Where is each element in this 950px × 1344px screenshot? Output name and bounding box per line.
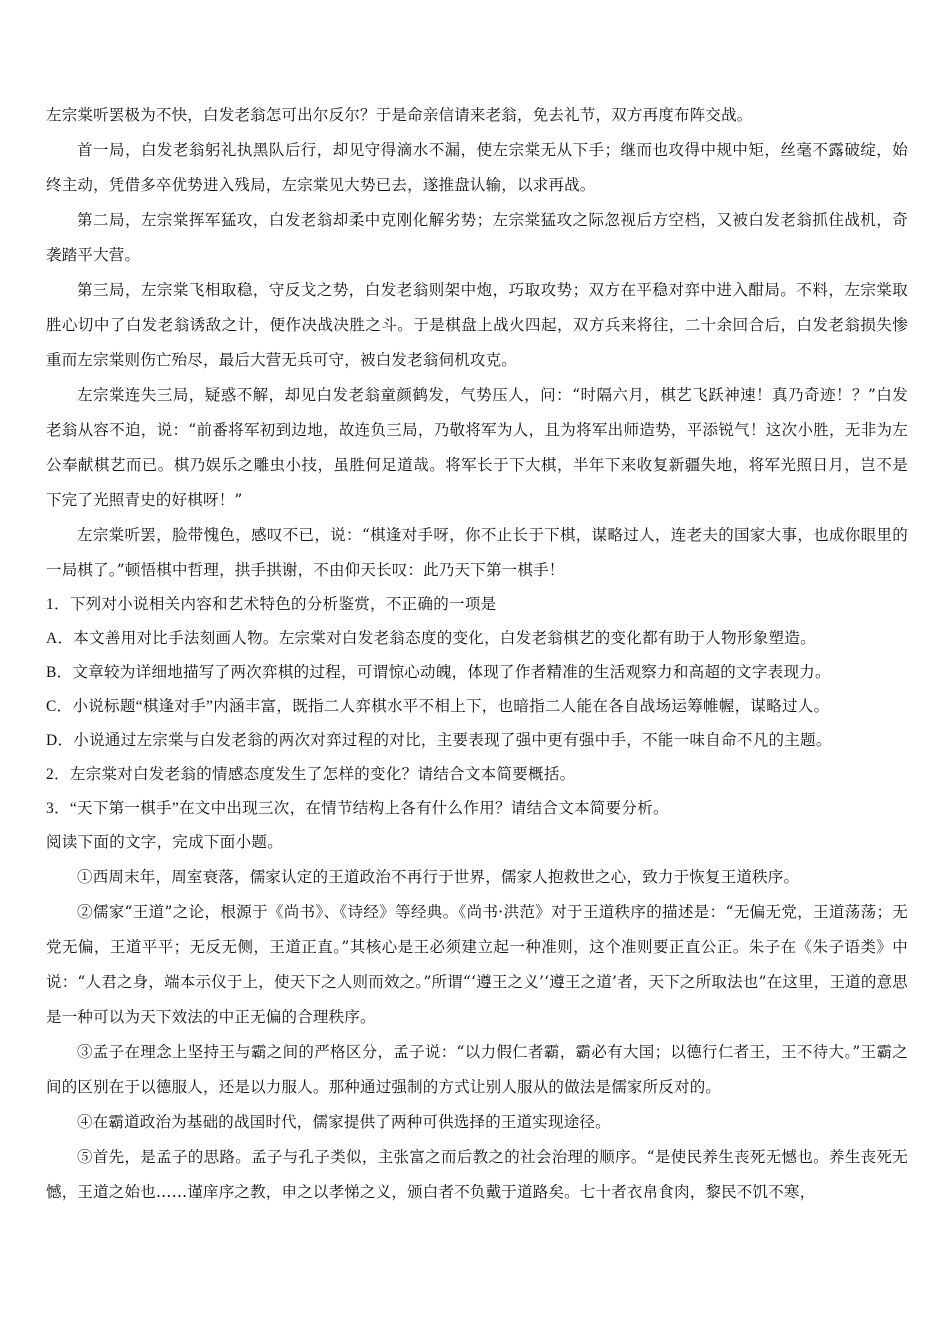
- option-d: D．小说通过左宗棠与白发老翁的两次对弈过程的对比，主要表现了强中更有强中手，不能一味自命不凡的主题。: [46, 732, 832, 749]
- option-a: A．本文善用对比手法刻画人物。左宗棠对白发老翁态度的变化，白发老翁棋艺的变化都有助于人物形象塑造。: [46, 630, 816, 647]
- essay-paragraph: ④在霸道政治为基础的战国时代，儒家提供了两种可供选择的王道实现途径。: [77, 1113, 611, 1131]
- story-paragraph: 左宗棠听罢极为不快，白发老翁怎可出尔反尔？于是命亲信请来老翁，免去礼节，双方再度布阵交战。: [46, 106, 753, 124]
- story-paragraph: 左宗棠听罢，脸带愧色，感叹不已，说：“棋逢对手呀，你不止长于下棋，谋略过人，连老夫的国家大事，也成你眼里的一局棋了。”顿悟棋中哲理，拱手拱谢，不由仰天长叹：此乃天下第一棋手！: [46, 526, 908, 579]
- question-3: 3．“天下第一棋手”在文中出现三次，在情节结构上各有什么作用？请结合文本简要分析。: [46, 800, 669, 817]
- question-2: 2．左宗棠对白发老翁的情感态度发生了怎样的变化？请结合文本简要概括。: [46, 766, 576, 783]
- essay-paragraph: ①西周末年，周室衰落，儒家认定的王道政治不再行于世界，儒家人抱救世之心，致力于恢复王道秩序。: [77, 868, 800, 886]
- option-b: B．文章较为详细地描写了两次弈棋的过程，可谓惊心动魄，体现了作者精准的生活观察力和高超的文字表现力。: [46, 664, 831, 681]
- document-body: [46, 98, 908, 1210]
- story-paragraph: 第二局，左宗棠挥军猛攻，白发老翁却柔中克刚化解劣势；左宗棠猛攻之际忽视后方空档，又被白发老翁抓住战机，奇袭踏平大营。: [46, 211, 908, 264]
- reading-instruction: 阅读下面的文字，完成下面小题。: [46, 834, 284, 851]
- option-c: C．小说标题“棋逢对手”内涵丰富，既指二人弈棋水平不相上下，也暗指二人能在各自战场运筹帷幄，谋略过人。: [46, 698, 830, 715]
- essay-paragraph: ②儒家“王道”之论，根源于《尚书》、《诗经》等经典。《尚书·洪范》对于王道秩序的描述是：“无偏无党，王道荡荡；无党无偏，王道平平；无反无侧，王道正直。”其核心是王必须建立起一种准则，这个准则要正直公正。朱子在《朱子语类》中说：“人君之身，端本示仪于上，使天下之人则而效之。”所谓“‘遵王之义’‘遵王之道’者，天下之所取法也”在这里，王道的意思是一种可以为天下效法的中正无偏的合理秩序。: [46, 903, 908, 1026]
- essay-paragraph: ③孟子在理念上坚持王与霸之间的严格区分，孟子说：“以力假仁者霸，霸必有大国；以德行仁者王，王不待大。”王霸之间的区别在于以德服人，还是以力服人。那种通过强制的方式让别人服从的做法是儒家所反对的。: [46, 1043, 908, 1096]
- story-paragraph: 第三局，左宗棠飞相取稳，守反戈之势，白发老翁则架中炮，巧取攻势；双方在平稳对弈中进入酣局。不料，左宗棠取胜心切中了白发老翁诱敌之计，便作决战决胜之斗。于是棋盘上战火四起，双方兵来将往，二十余回合后，白发老翁损失惨重而左宗棠则伤亡殆尽，最后大营无兵可守，被白发老翁伺机攻克。: [46, 281, 908, 369]
- question-1: 1．下列对小说相关内容和艺术特色的分析鉴赏，不正确的一项是: [46, 596, 497, 613]
- story-paragraph: 左宗棠连失三局，疑惑不解，却见白发老翁童颜鹤发，气势压人，问：“时隔六月，棋艺飞跃神速！真乃奇迹！？”白发老翁从容不迫，说：“前番将军初到边地，故连负三局，乃敬将军为人，且为将军出师造势，平添锐气！这次小胜，无非为左公奉献棋艺而已。棋乃娱乐之雕虫小技，虽胜何足道哉。将军长于下大棋，半年下来收复新疆失地，将军光照日月，岂不是下完了光照青史的好棋呀！”: [46, 386, 908, 509]
- essay-paragraph: ⑤首先，是孟子的思路。孟子与孔子类似，主张富之而后教之的社会治理的顺序。“是使民养生丧死无憾也。养生丧死无憾，王道之始也……谨庠序之教，申之以孝悌之义，颁白者不负戴于道路矣。七十者衣帛食肉，黎民不饥不寒，: [46, 1148, 908, 1201]
- story-paragraph: 首一局，白发老翁躬礼执黑队后行，却见守得滴水不漏，使左宗棠无从下手；继而也攻得中规中矩，丝毫不露破绽，始终主动，凭借多卒优势进入残局，左宗棠见大势已去，遂推盘认输，以求再战。: [46, 141, 908, 194]
